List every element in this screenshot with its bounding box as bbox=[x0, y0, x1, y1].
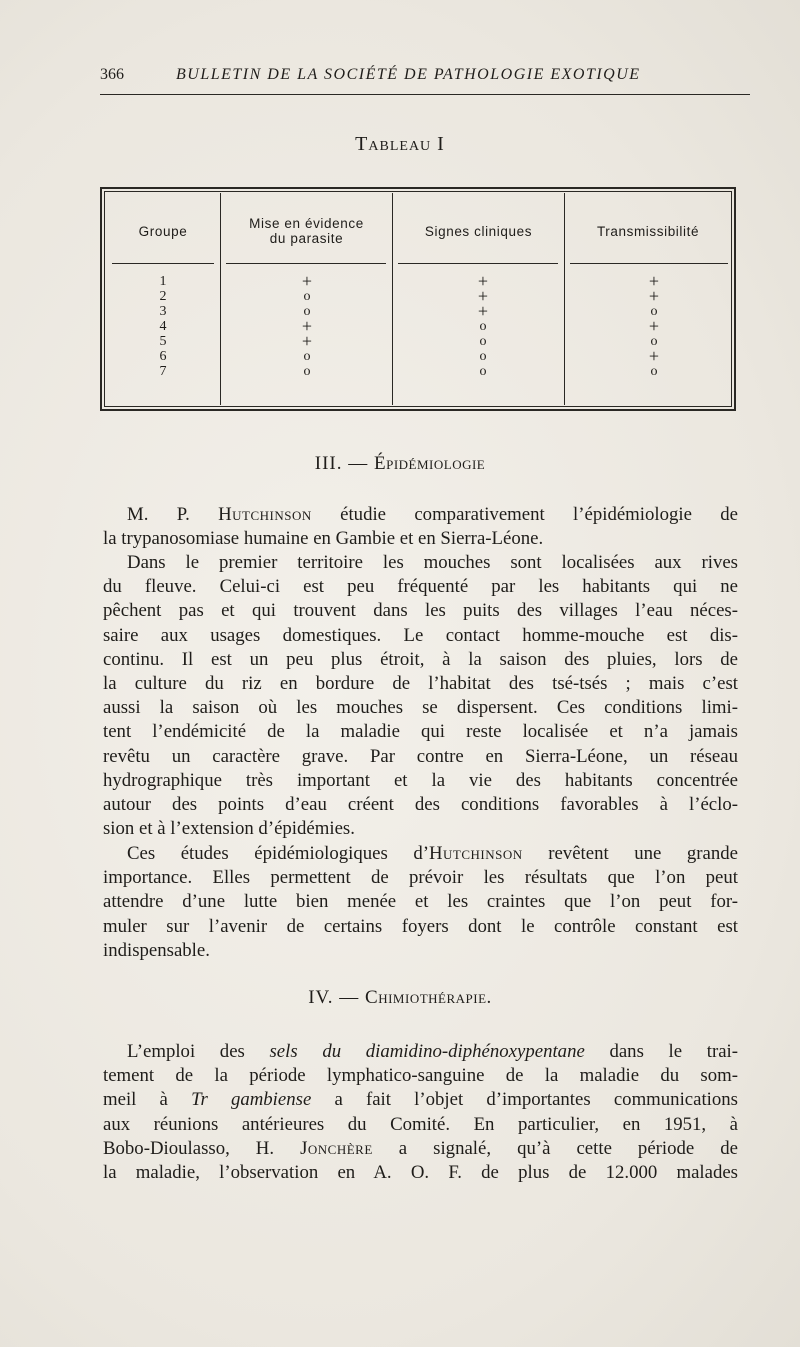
text-line: la trypanosomiase humaine en Gambie et en Sierra-Léone. bbox=[103, 528, 544, 550]
author-name: Jonchère bbox=[300, 1137, 373, 1159]
section-number: III. — bbox=[314, 453, 374, 474]
header-underline bbox=[570, 263, 728, 264]
table-cell: 7 bbox=[159, 364, 167, 379]
column-header-signes bbox=[393, 203, 564, 259]
column-divider bbox=[220, 193, 221, 405]
text-line: muler sur l’avenir de certains foyers dont le contrôle constant est bbox=[103, 915, 738, 937]
column-divider bbox=[564, 193, 565, 405]
column-divider bbox=[392, 193, 393, 405]
table-column-groupe bbox=[148, 274, 178, 379]
text-line: meil à Tr gambiense a fait l’objet d’importantes communications bbox=[103, 1089, 738, 1111]
text-line: Ces études épidémiologiques d’Hutchinson revêtent une grande bbox=[127, 843, 739, 864]
section-title: Chimiothérapie. bbox=[365, 987, 492, 1008]
table-column-parasite bbox=[292, 271, 322, 379]
text-line: la culture du riz en bordure de l’habitat des tsé-tsés ; mais c’est bbox=[103, 673, 738, 695]
table-cell: + bbox=[477, 301, 489, 321]
table-cell: + bbox=[477, 286, 489, 306]
text-line: hydrographique très important et la vie des habitants concentrée bbox=[103, 769, 738, 791]
text-line: L’emploi des sels du diamidino-diphénoxypentane dans le trai- bbox=[127, 1041, 739, 1062]
table-cell: 5 bbox=[159, 334, 167, 349]
section-heading-epidemiologie bbox=[0, 453, 800, 475]
text-line: Bobo-Dioulasso, H. Jonchère a signalé, qu’à cette période de bbox=[103, 1137, 738, 1159]
table-cell: o bbox=[303, 349, 311, 364]
header-underline bbox=[398, 263, 558, 264]
table-cell: + bbox=[648, 346, 660, 366]
table-column-signes bbox=[468, 271, 498, 379]
table-cell: o bbox=[650, 304, 658, 319]
italic-term: Tr gambiense bbox=[191, 1089, 312, 1111]
page-header bbox=[100, 62, 750, 98]
column-header-label: Signes cliniques bbox=[424, 223, 533, 239]
table-cell: + bbox=[477, 271, 489, 291]
table-cell: 2 bbox=[159, 289, 167, 304]
paragraph-gambie bbox=[103, 551, 738, 841]
text-line: continu. Il est un peu plus étroit, à la saison des pluies, lors de bbox=[103, 648, 738, 670]
column-header-label: du parasite bbox=[269, 231, 344, 246]
text-line: aux réunions antérieures du Comité. En particulier, en 1951, à bbox=[103, 1113, 738, 1135]
table-cell: + bbox=[301, 316, 313, 336]
header-rule bbox=[100, 94, 750, 95]
column-header-groupe bbox=[106, 203, 220, 259]
italic-term: sels du diamidino-diphénoxypentane bbox=[269, 1041, 585, 1062]
table-cell: o bbox=[303, 364, 311, 379]
text-line: M. P. Hutchinson étudie comparativement l’épidémiologie de bbox=[127, 504, 738, 525]
table-cell: 6 bbox=[159, 349, 167, 364]
table-column-transmissibilite bbox=[639, 271, 669, 379]
author-name: Hutchinson bbox=[428, 843, 523, 864]
text-line: la maladie, l’observation en A. O. F. de plus de 12.000 malades bbox=[103, 1162, 738, 1184]
text-line: tent l’endémicité de la maladie qui reste localisée et n’a jamais bbox=[103, 721, 738, 743]
text-line: importance. Elles permettent de prévoir les résultats que l’on peut bbox=[103, 867, 738, 889]
section-title: Épidémiologie bbox=[373, 453, 486, 474]
table-cell: o bbox=[303, 304, 311, 319]
column-header-label: Mise en évidence bbox=[249, 216, 364, 231]
paragraph-importance bbox=[103, 842, 738, 963]
table-cell: + bbox=[648, 316, 660, 336]
running-head: BULLETIN DE LA SOCIÉTÉ DE PATHOLOGIE EXOTIQUE bbox=[176, 66, 641, 83]
table-cell: o bbox=[650, 364, 658, 379]
table-cell: + bbox=[648, 286, 660, 306]
table-cell: o bbox=[479, 319, 487, 334]
table-cell: 4 bbox=[159, 319, 167, 334]
table-title: Tableau I bbox=[355, 133, 445, 155]
table-cell: 3 bbox=[159, 304, 167, 319]
table-cell: + bbox=[648, 271, 660, 291]
table-cell: + bbox=[301, 271, 313, 291]
page-number: 366 bbox=[100, 66, 124, 83]
text-line: autour des points d’eau créent des conditions favorables à l’éclo- bbox=[103, 794, 738, 816]
table-cell: o bbox=[479, 334, 487, 349]
header-underline bbox=[112, 263, 214, 264]
section-heading-chimiotherapie bbox=[0, 987, 800, 1009]
table-cell: + bbox=[301, 331, 313, 351]
data-table bbox=[100, 187, 736, 411]
table-cell: o bbox=[303, 289, 311, 304]
text-line: revêtu un caractère grave. Par contre en Sierra-Léone, un réseau bbox=[103, 745, 738, 767]
table-cell: 1 bbox=[159, 274, 167, 289]
header-underline bbox=[226, 263, 386, 264]
column-header-label: Transmissibilité bbox=[596, 223, 700, 239]
column-header-label: Groupe bbox=[138, 223, 188, 239]
column-header-transmissibilite bbox=[565, 203, 731, 259]
paragraph-diamidino bbox=[103, 1040, 738, 1185]
text-line: saire aux usages domestiques. Le contact homme-mouche est dis- bbox=[103, 624, 738, 646]
text-line: indispensable. bbox=[103, 939, 210, 961]
paragraph-hutchinson-intro bbox=[103, 503, 738, 551]
text-line: du fleuve. Celui-ci est peu fréquenté par les habitants qui ne bbox=[103, 576, 738, 598]
text-line: Dans le premier territoire les mouches sont localisées aux rives bbox=[127, 552, 738, 573]
text-line: tement de la période lymphatico-sanguine de la maladie du som- bbox=[103, 1065, 738, 1087]
section-number: IV. — bbox=[308, 987, 366, 1008]
text-line: pêchent pas et qui trouvent dans les puits des villages l’eau néces- bbox=[103, 600, 738, 622]
table-cell: o bbox=[650, 334, 658, 349]
text-line: sion et à l’extension d’épidémies. bbox=[103, 818, 355, 840]
column-header-parasite bbox=[221, 203, 392, 259]
table-cell: o bbox=[479, 349, 487, 364]
text-line: attendre d’une lutte bien menée et les craintes que l’on peut for- bbox=[103, 891, 738, 913]
text-line: aussi la saison où les mouches se dispersent. Ces conditions limi- bbox=[103, 697, 738, 719]
author-name: Hutchinson bbox=[218, 504, 312, 525]
table-cell: o bbox=[479, 364, 487, 379]
